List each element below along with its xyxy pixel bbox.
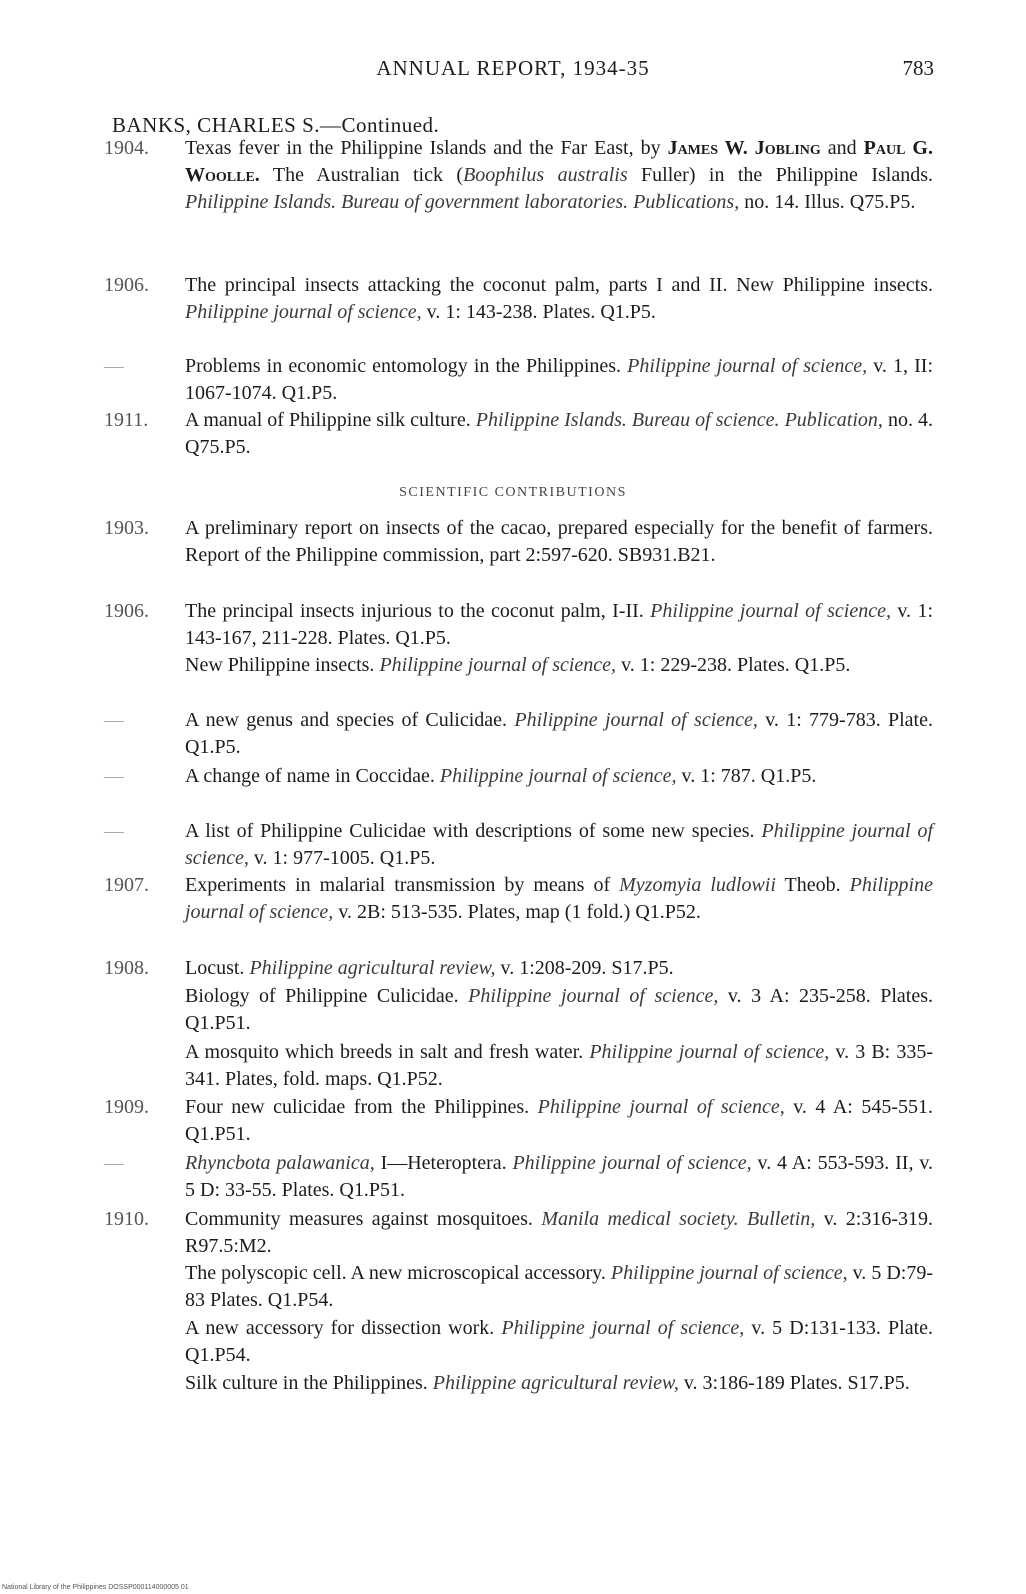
entry-citation: v. 1, II: 1067-1074. Q1.P5.: [185, 355, 934, 404]
bibliography-entry: [104, 515, 933, 569]
bibliography-entry: [185, 1370, 933, 1397]
scan-footer: National Library of the Philippines DOSSP000114000005 01: [2, 1584, 189, 1591]
entry-species: Myzomyia ludlowii: [619, 874, 776, 896]
bibliography-entry: [104, 872, 933, 926]
bibliography-entry: [104, 135, 934, 216]
entry-title: A mosquito which breeds in salt and fresh water.: [185, 1041, 590, 1063]
bibliography-entry: [104, 818, 934, 872]
entry-journal: Philippine journal of science,: [185, 301, 422, 323]
entry-title: Problems in economic entomology in the Philippines.: [185, 355, 628, 377]
entry-year: 1903.: [104, 517, 149, 539]
entry-year: —: [104, 1152, 124, 1174]
bibliography-entry: [104, 1206, 934, 1260]
page-number: 783: [902, 56, 934, 80]
entry-title: New Philippine insects.: [185, 654, 380, 676]
entry-journal: Philippine journal of science,: [512, 1152, 752, 1174]
entry-year: 1910.: [104, 1208, 149, 1230]
bibliography-entry: [104, 763, 933, 790]
entry-citation: v. 4 A: 553-593. II, v. 5 D: 33-55. Plates. Q1.P51.: [185, 1152, 934, 1201]
entry-author: James W. Jobling: [667, 137, 821, 159]
bibliography-entry: [104, 407, 933, 461]
entry-journal: Philippine journal of science,: [627, 355, 868, 377]
entry-year: —: [104, 709, 124, 731]
entry-year: 1904.: [104, 137, 149, 159]
entry-journal: Philippine journal of science,: [537, 1096, 785, 1118]
bibliography-entry: [185, 1260, 933, 1314]
entry-journal: Philippine journal of science,: [439, 765, 677, 787]
entry-title: The polyscopic cell. A new microscopical accessory.: [185, 1262, 611, 1284]
entry-year: 1908.: [104, 957, 149, 979]
entry-species: Rhyncbota palawanica,: [185, 1152, 375, 1174]
entry-title: Experiments in malarial transmission by means of: [185, 874, 620, 896]
bibliography-entry: [104, 1150, 934, 1204]
entry-title: The principal insects attacking the coconut palm, parts I and II. New Philippine insects.: [185, 274, 933, 296]
entry-journal: Philippine Islands. Bureau of science. Publication,: [475, 409, 883, 431]
entry-year: 1906.: [104, 274, 149, 296]
entry-title: The principal insects injurious to the coconut palm, I-II.: [185, 600, 651, 622]
entry-title: A preliminary report on insects of the cacao, prepared especially for the benefit of farmers. Report of the Philippine commission, part 2:597-620. SB931.B21.: [185, 517, 933, 566]
entry-text: Fuller) in the Philippine Islands.: [627, 164, 934, 186]
entry-citation: v. 3:186-189 Plates. S17.P5.: [678, 1372, 910, 1394]
entry-citation: v. 2:316-319. R97.5:M2.: [185, 1208, 934, 1257]
bibliography-entry: [104, 598, 934, 652]
entry-journal: Philippine journal of science,: [185, 820, 934, 869]
author-name: BANKS, CHARLES S.: [112, 113, 321, 137]
entry-title: A change of name in Coccidae.: [185, 765, 440, 787]
entry-year: 1911.: [104, 409, 149, 431]
entry-year: 1907.: [104, 874, 149, 896]
bibliography-entry: [104, 1094, 933, 1148]
bibliography-entry: [185, 983, 933, 1037]
bibliography-entry: [104, 353, 934, 407]
entry-journal: Philippine journal of science,: [379, 654, 617, 676]
entry-year: —: [104, 820, 124, 842]
entry-citation: v. 3 B: 335-341. Plates, fold. maps. Q1.P52.: [185, 1041, 933, 1090]
entry-journal: Manila medical society. Bulletin,: [541, 1208, 816, 1230]
entry-year: —: [104, 765, 124, 787]
entry-citation: v. 4 A: 545-551. Q1.P51.: [185, 1096, 933, 1145]
entry-series: Philippine Islands. Bureau of government laboratories. Publications,: [185, 191, 740, 213]
entry-citation: v. 5 D:79-83 Plates. Q1.P54.: [185, 1262, 933, 1311]
entry-title: Four new culicidae from the Philippines.: [185, 1096, 538, 1118]
entry-text: I—Heteroptera.: [374, 1152, 513, 1174]
entry-text: The Australian tick (: [259, 164, 464, 186]
entry-journal: Philippine journal of science,: [650, 600, 891, 622]
bibliography-entry: [185, 1039, 933, 1093]
entry-species: Boophilus australis: [463, 164, 628, 186]
entry-journal: Philippine agricultural review,: [249, 957, 496, 979]
bibliography-entry: [185, 1315, 933, 1369]
entry-journal: Philippine journal of science,: [589, 1041, 830, 1063]
entry-journal: Philippine journal of science,: [514, 709, 758, 731]
entry-title: Locust.: [185, 957, 250, 979]
entry-citation: v. 1: 143-167, 211-228. Plates. Q1.P5.: [185, 600, 934, 649]
running-head: [0, 56, 1026, 86]
entry-year: 1906.: [104, 600, 149, 622]
entry-citation: v. 1:208-209. S17.P5.: [495, 957, 674, 979]
entry-title: A new genus and species of Culicidae.: [185, 709, 515, 731]
entry-journal: Philippine journal of science,: [468, 985, 719, 1007]
entry-journal: Philippine journal of science,: [610, 1262, 848, 1284]
entry-citation: v. 5 D:131-133. Plate. Q1.P54.: [185, 1317, 934, 1366]
entry-journal: Philippine journal of science,: [501, 1317, 745, 1339]
entry-journal: Philippine journal of science,: [185, 874, 933, 923]
entry-citation: v. 1: 229-238. Plates. Q1.P5.: [616, 654, 851, 676]
entry-title: Texas fever in the Philippine Islands and the Far East, by: [185, 137, 668, 159]
bibliography-entry: [104, 955, 933, 982]
entry-citation: no. 4. Q75.P5.: [185, 409, 933, 458]
bibliography-entry: [185, 652, 933, 679]
entry-citation: no. 14. Illus. Q75.P5.: [739, 191, 916, 213]
entry-title: Community measures against mosquitoes.: [185, 1208, 542, 1230]
entry-citation: v. 1: 143-238. Plates. Q1.P5.: [421, 301, 656, 323]
entry-title: A new accessory for dissection work.: [185, 1317, 502, 1339]
continued-label: —Continued.: [320, 113, 440, 137]
entry-title: Biology of Philippine Culicidae.: [185, 985, 469, 1007]
entry-citation: v. 1: 779-783. Plate. Q1.P5.: [185, 709, 933, 758]
entry-year: —: [104, 355, 124, 377]
entry-citation: v. 3 A: 235-258. Plates. Q1.P51.: [185, 985, 934, 1034]
bibliography-entry: [104, 707, 933, 761]
entry-title: A list of Philippine Culicidae with descriptions of some new species.: [185, 820, 762, 842]
entry-year: 1909.: [104, 1096, 149, 1118]
entry-citation: v. 2B: 513-535. Plates, map (1 fold.) Q1.P52.: [333, 901, 701, 923]
bibliography-entry: [104, 272, 933, 326]
entry-text: Theob.: [775, 874, 850, 896]
entry-text: and: [820, 137, 864, 159]
section-heading: SCIENTIFIC CONTRIBUTIONS: [399, 485, 627, 500]
entry-title: A manual of Philippine silk culture.: [185, 409, 476, 431]
entry-author: Paul G. Woolle.: [185, 137, 933, 186]
entry-journal: Philippine agricultural review,: [432, 1372, 679, 1394]
entry-citation: v. 1: 787. Q1.P5.: [676, 765, 817, 787]
entry-title: Silk culture in the Philippines.: [185, 1372, 433, 1394]
entry-citation: v. 1: 977-1005. Q1.P5.: [248, 847, 436, 869]
running-title: ANNUAL REPORT, 1934-35: [376, 56, 650, 80]
